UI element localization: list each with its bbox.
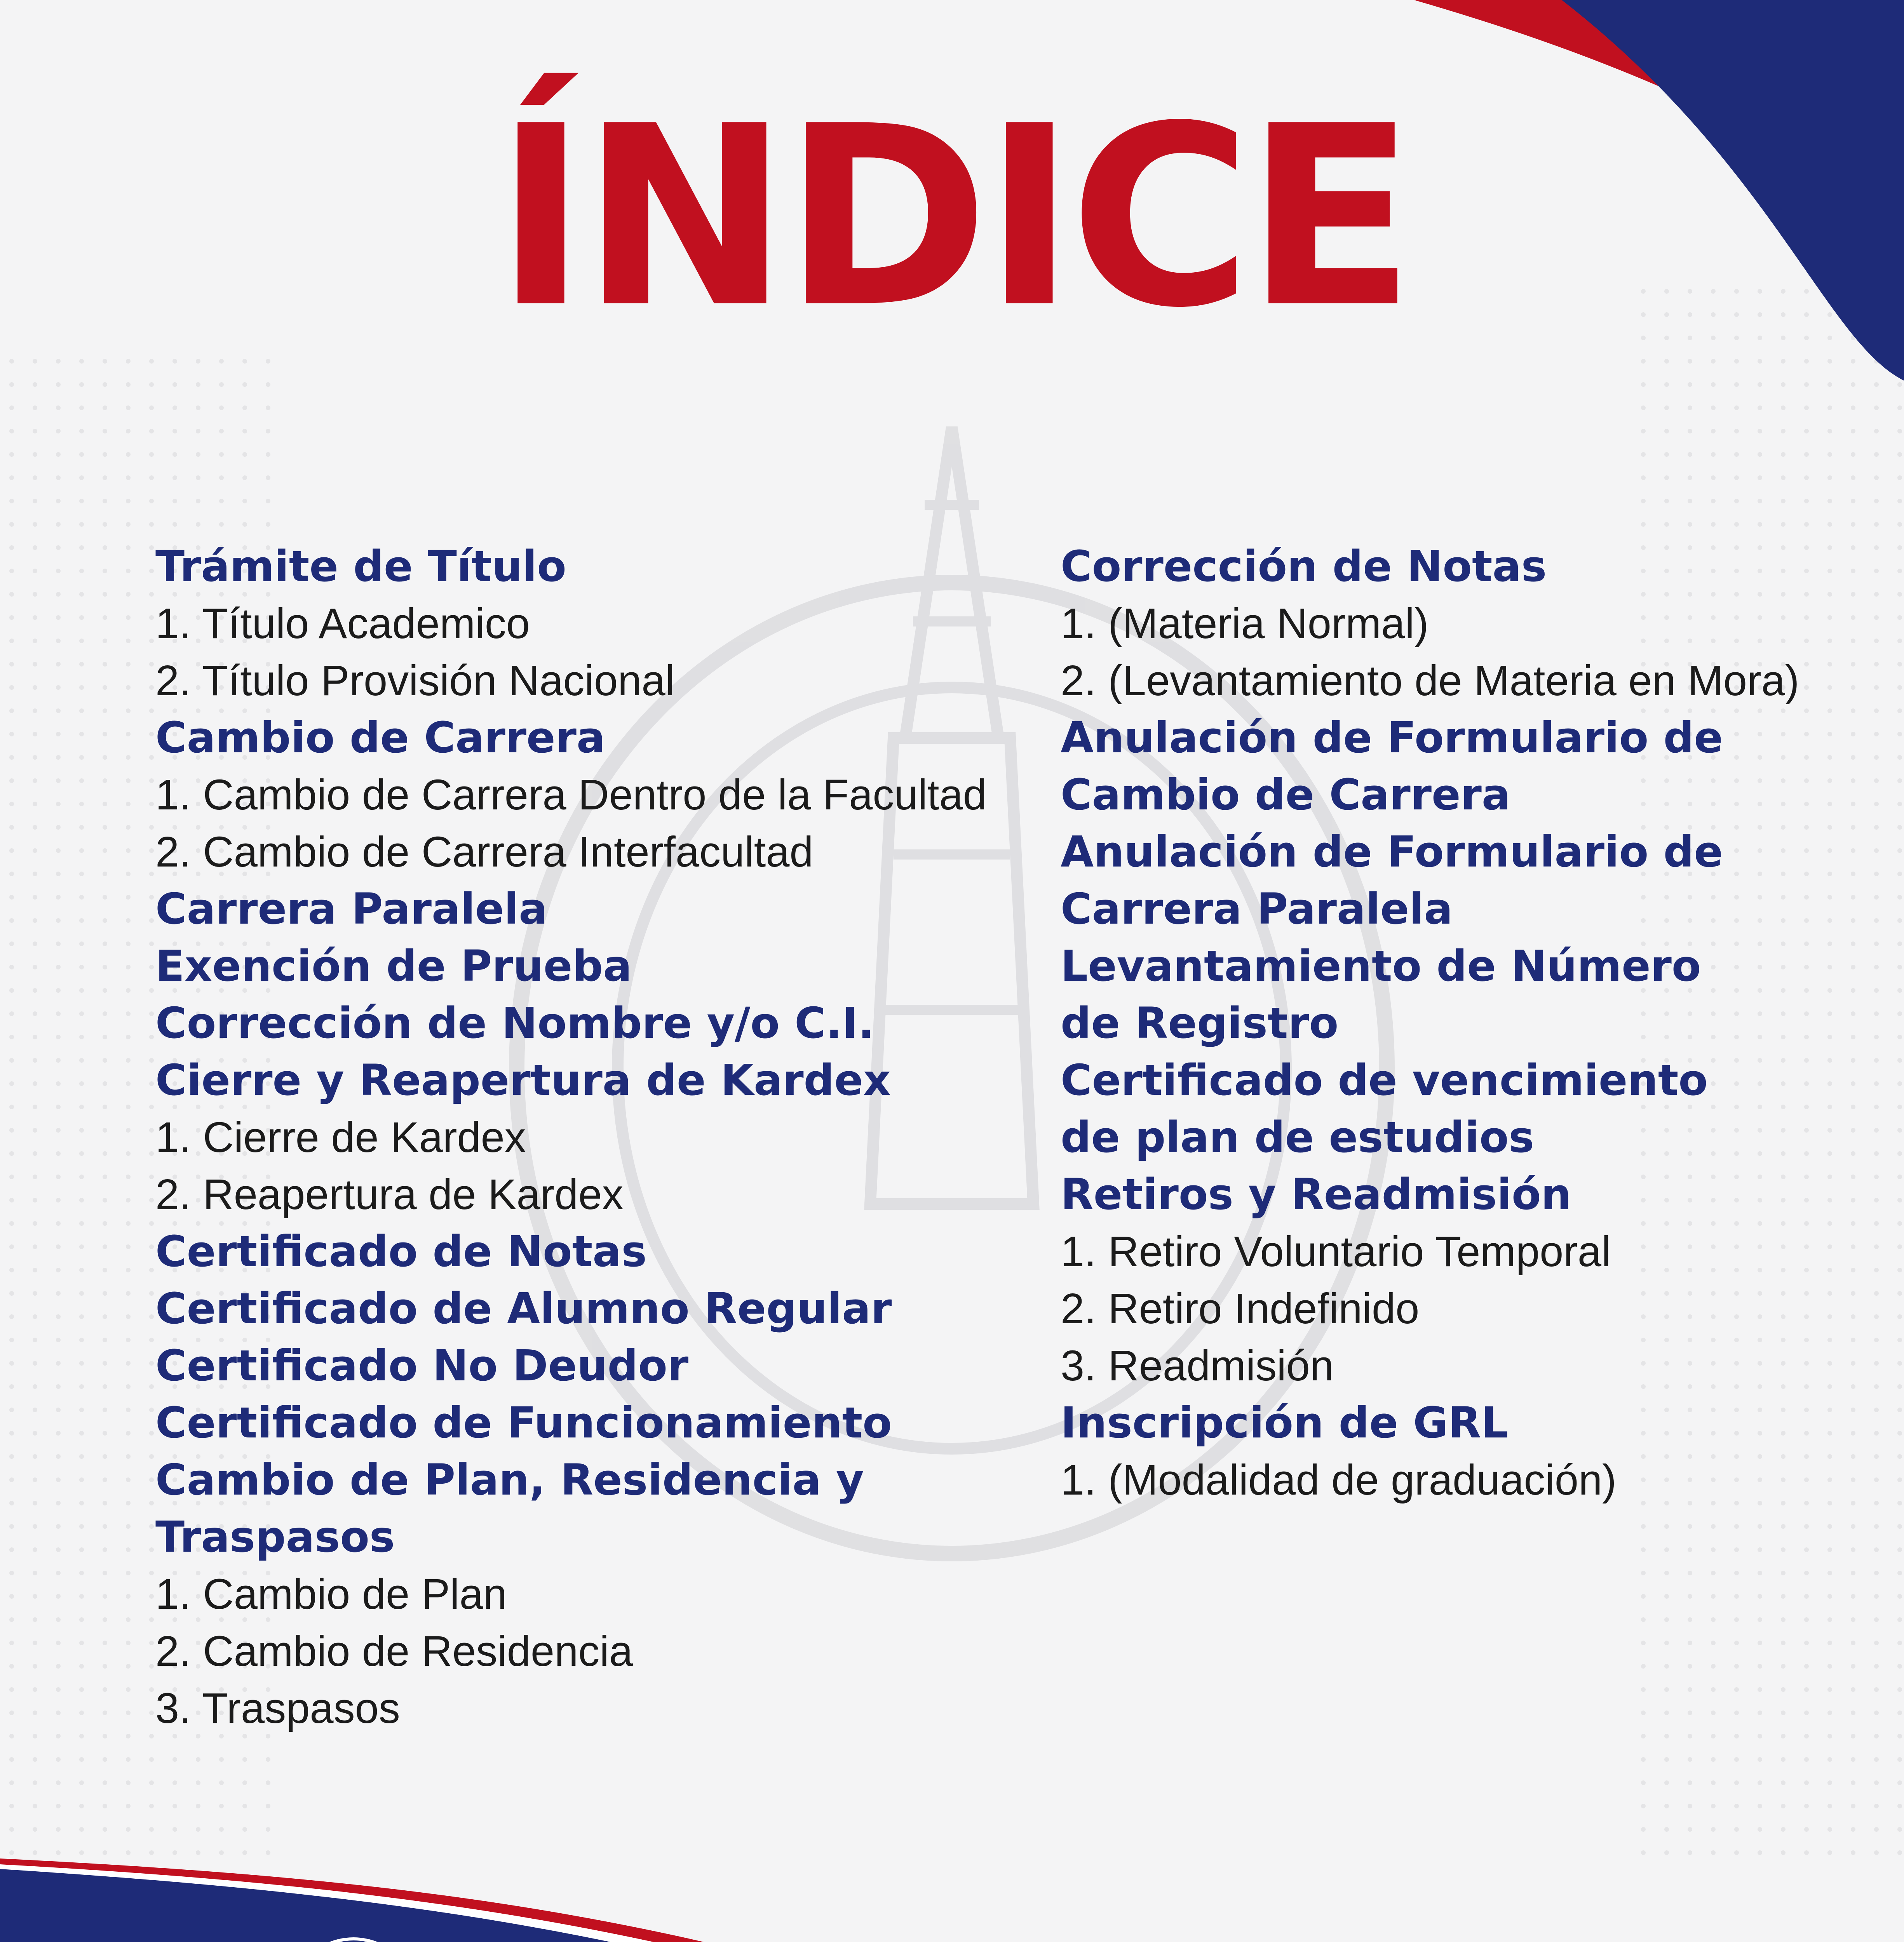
index-heading-carrera-paralela: Carrera Paralela — [155, 884, 548, 934]
index-heading-certificado-de-funcionamiento: Certificado de Funcionamiento — [155, 1398, 892, 1448]
index-heading-cambio-de-carrera: Cambio de Carrera — [155, 713, 606, 762]
index-item-2-reapertura-de-kardex: 2. Reapertura de Kardex — [155, 1171, 624, 1218]
index-item-3-traspasos: 3. Traspasos — [155, 1684, 400, 1732]
index-heading-certificado-de-alumno-regular: Certificado de Alumno Regular — [155, 1284, 892, 1333]
index-item-1-cierre-de-kardex: 1. Cierre de Kardex — [155, 1114, 526, 1161]
index-item-1-retiro-voluntario-temporal: 1. Retiro Voluntario Temporal — [1061, 1228, 1611, 1276]
index-heading-cierre-y-reapertura-de-kardex: Cierre y Reapertura de Kardex — [155, 1055, 891, 1105]
index-heading-certificado-de-vencimiento: Certificado de vencimiento — [1061, 1055, 1708, 1105]
faculty-seal-icon — [276, 1934, 431, 1942]
index-heading-levantamiento-de-numero: Levantamiento de Número — [1061, 941, 1701, 991]
index-heading-tramite-de-titulo: Trámite de Título — [155, 541, 566, 591]
index-item-1-materia-normal: 1. (Materia Normal) — [1061, 600, 1429, 647]
index-heading-anulacion-de-formulario-de: Anulación de Formulario de — [1061, 827, 1723, 877]
index-heading-cambio-de-carrera: Cambio de Carrera — [1061, 770, 1511, 820]
index-item-3-readmision: 3. Readmisión — [1061, 1342, 1334, 1390]
index-heading-certificado-de-notas: Certificado de Notas — [155, 1227, 647, 1276]
index-heading-traspasos: Traspasos — [155, 1512, 395, 1562]
index-item-1-cambio-de-carrera-dentro-de-la-facultad: 1. Cambio de Carrera Dentro de la Facultad — [155, 771, 987, 819]
index-heading-de-registro: de Registro — [1061, 998, 1339, 1048]
index-heading-de-plan-de-estudios: de plan de estudios — [1061, 1112, 1535, 1162]
index-item-1-cambio-de-plan: 1. Cambio de Plan — [155, 1570, 507, 1618]
index-heading-certificado-no-deudor: Certificado No Deudor — [155, 1341, 689, 1390]
index-heading-inscripcion-de-grl: Inscripción de GRL — [1061, 1398, 1509, 1448]
index-item-1-titulo-academico: 1. Título Academico — [155, 600, 530, 647]
index-right-column — [1061, 538, 1857, 1509]
index-heading-anulacion-de-formulario-de: Anulación de Formulario de — [1061, 713, 1723, 762]
index-heading-cambio-de-plan-residencia-y: Cambio de Plan, Residencia y — [155, 1455, 864, 1505]
index-left-column — [155, 538, 1049, 1737]
page-title: ÍNDICE — [495, 73, 1409, 362]
index-heading-carrera-paralela: Carrera Paralela — [1061, 884, 1453, 934]
index-item-1-modalidad-de-graduacion: 1. (Modalidad de graduación) — [1061, 1456, 1617, 1504]
index-item-2-levantamiento-de-materia-en-mora: 2. (Levantamiento de Materia en Mora) — [1061, 657, 1799, 705]
index-heading-exencion-de-prueba: Exención de Prueba — [155, 941, 632, 991]
index-item-2-retiro-indefinido: 2. Retiro Indefinido — [1061, 1285, 1420, 1333]
index-heading-retiros-y-readmision: Retiros y Readmisión — [1061, 1169, 1571, 1219]
index-item-2-titulo-provision-nacional: 2. Título Provisión Nacional — [155, 657, 675, 705]
index-heading-correccion-de-nombre-y-o-c-i: Corrección de Nombre y/o C.I. — [155, 998, 874, 1048]
index-item-2-cambio-de-carrera-interfacultad: 2. Cambio de Carrera Interfacultad — [155, 828, 814, 876]
index-item-2-cambio-de-residencia: 2. Cambio de Residencia — [155, 1627, 633, 1675]
index-heading-correccion-de-notas: Corrección de Notas — [1061, 541, 1547, 591]
